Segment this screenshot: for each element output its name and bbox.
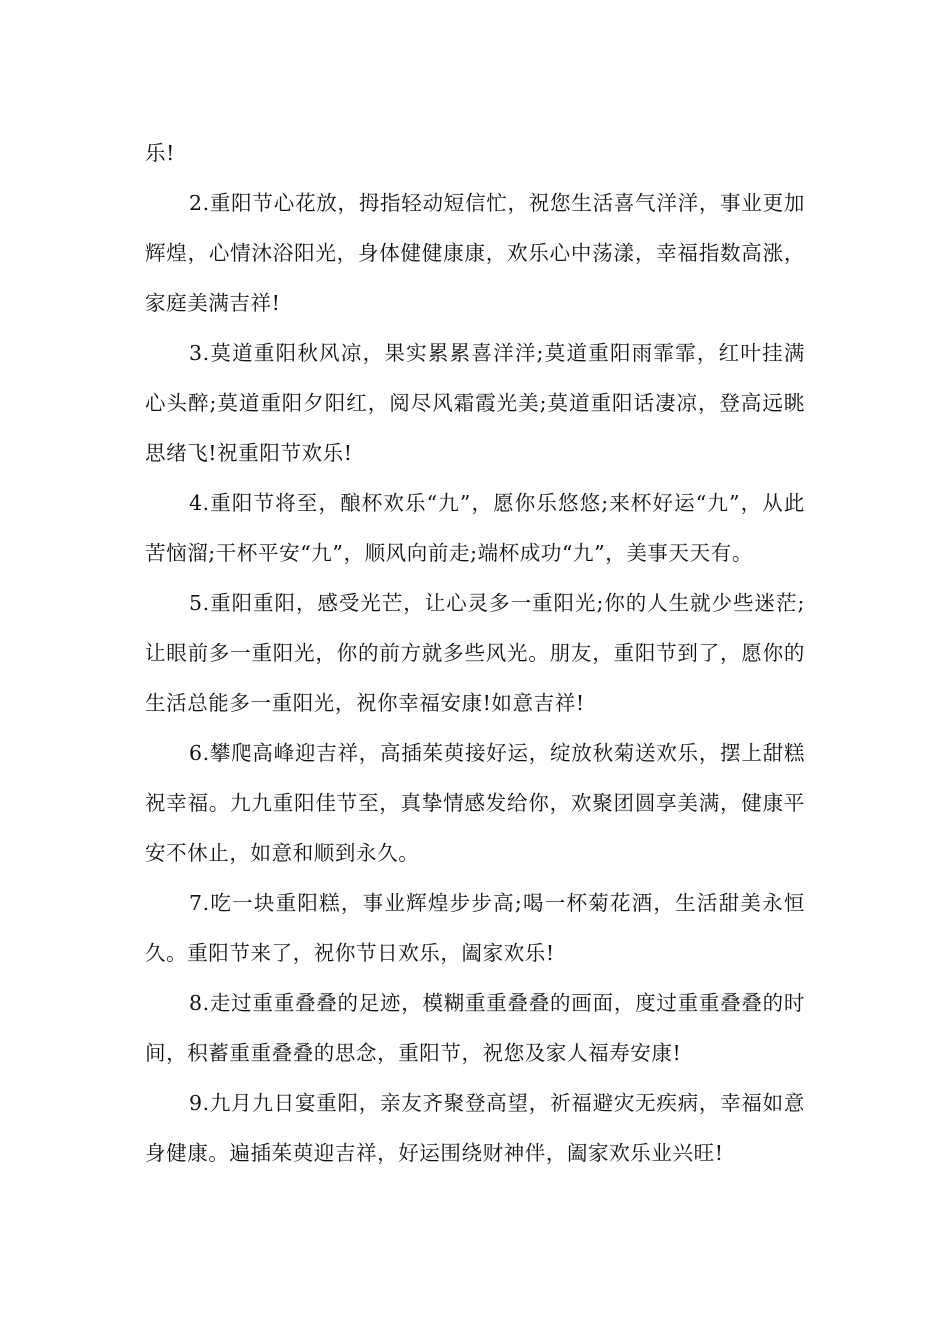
paragraph-item-8: 8.走过重重叠叠的足迹，模糊重重叠叠的画面，度过重重叠叠的时间，积蓄重重叠叠的思念，重阳节，祝您及家人福寿安康! [145, 991, 805, 1065]
paragraph-item-4: 4.重阳节将至，酿杯欢乐“九”，愿你乐悠悠;来杯好运“九”，从此苦恼溜;干杯平安“九”，顺风向前走;端杯成功“九”，美事天天有。 [145, 491, 805, 565]
paragraph-item-2: 2.重阳节心花放，拇指轻动短信忙，祝您生活喜气洋洋，事业更加辉煌，心情沐浴阳光，身体健健康康，欢乐心中荡漾，幸福指数高涨，家庭美满吉祥! [145, 191, 805, 315]
paragraph-item-3: 3.莫道重阳秋风凉，果实累累喜洋洋;莫道重阳雨霏霏，红叶挂满心头醉;莫道重阳夕阳红，阅尽风霜霞光美;莫道重阳话凄凉，登高远眺思绪飞!祝重阳节欢乐! [145, 341, 805, 465]
document-page [145, 128, 805, 1178]
paragraph-continuation: 乐! [145, 141, 175, 165]
paragraph-item-5: 5.重阳重阳，感受光芒，让心灵多一重阳光;你的人生就少些迷茫;让眼前多一重阳光，你的前方就多些风光。朋友，重阳节到了，愿你的生活总能多一重阳光，祝你幸福安康!如意吉祥! [145, 591, 805, 715]
paragraph-item-9: 9.九月九日宴重阳，亲友齐聚登高望，祈福避灾无疾病，幸福如意身健康。遍插茱萸迎吉祥，好运围绕财神伴，阖家欢乐业兴旺! [145, 1091, 805, 1165]
paragraph-item-7: 7.吃一块重阳糕，事业辉煌步步高;喝一杯菊花酒，生活甜美永恒久。重阳节来了，祝你节日欢乐，阖家欢乐! [145, 891, 805, 965]
paragraph-item-6: 6.攀爬高峰迎吉祥，高插茱萸接好运，绽放秋菊送欢乐，摆上甜糕祝幸福。九九重阳佳节至，真挚情感发给你，欢聚团圆享美满，健康平安不休止，如意和顺到永久。 [145, 741, 805, 865]
